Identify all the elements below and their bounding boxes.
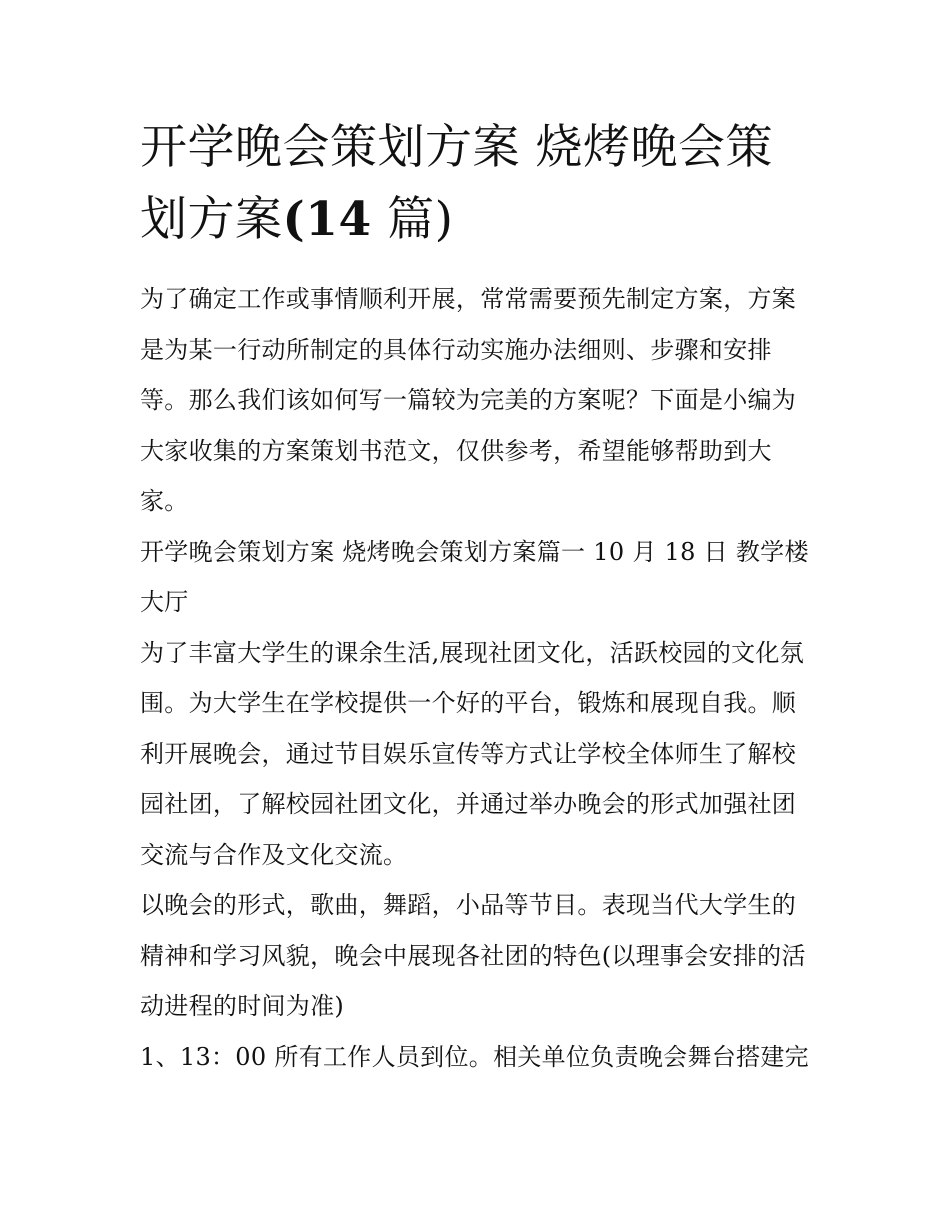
document-title [140, 112, 820, 256]
schedule-paragraph: 1、13：00 所有工作人员到位。相关单位负责晚会舞台搭建完 [140, 1042, 809, 1071]
title-count: (14 [282, 192, 372, 247]
section-heading-paragraph: 开学晚会策划方案 烧烤晚会策划方案篇一 10 月 18 日 教学楼大厅 [140, 537, 809, 616]
document-body [140, 112, 820, 1082]
format-paragraph: 以晚会的形式，歌曲，舞蹈，小品等节目。表现当代大学生的精神和学习风貌，晚会中展现各社团的特色(以理事会安排的活动进程的时间为准) [140, 891, 806, 1020]
intro-paragraph: 为了确定工作或事情顺利开展，常常需要预先制定方案，方案是为某一行动所制定的具体行动实施办法细则、步骤和安排等。那么我们该如何写一篇较为完美的方案呢？下面是小编为大家收集的方案策划书范文，仅供参考，希望能够帮助到大家。 [140, 285, 797, 515]
purpose-paragraph: 为了丰富大学生的课余生活,展现社团文化，活跃校园的文化氛围。为大学生在学校提供一个好的平台，锻炼和展现自我。顺利开展晚会，通过节目娱乐宣传等方式让学校全体师生了解校园社团，了解校园社团文化，并通过举办晚会的形式加强社团交流与合作及文化交流。 [140, 638, 805, 869]
title-suffix: 篇) [371, 192, 454, 247]
title-main-text: 开学晚会策划方案 烧烤晚会策划方案 [140, 120, 773, 247]
